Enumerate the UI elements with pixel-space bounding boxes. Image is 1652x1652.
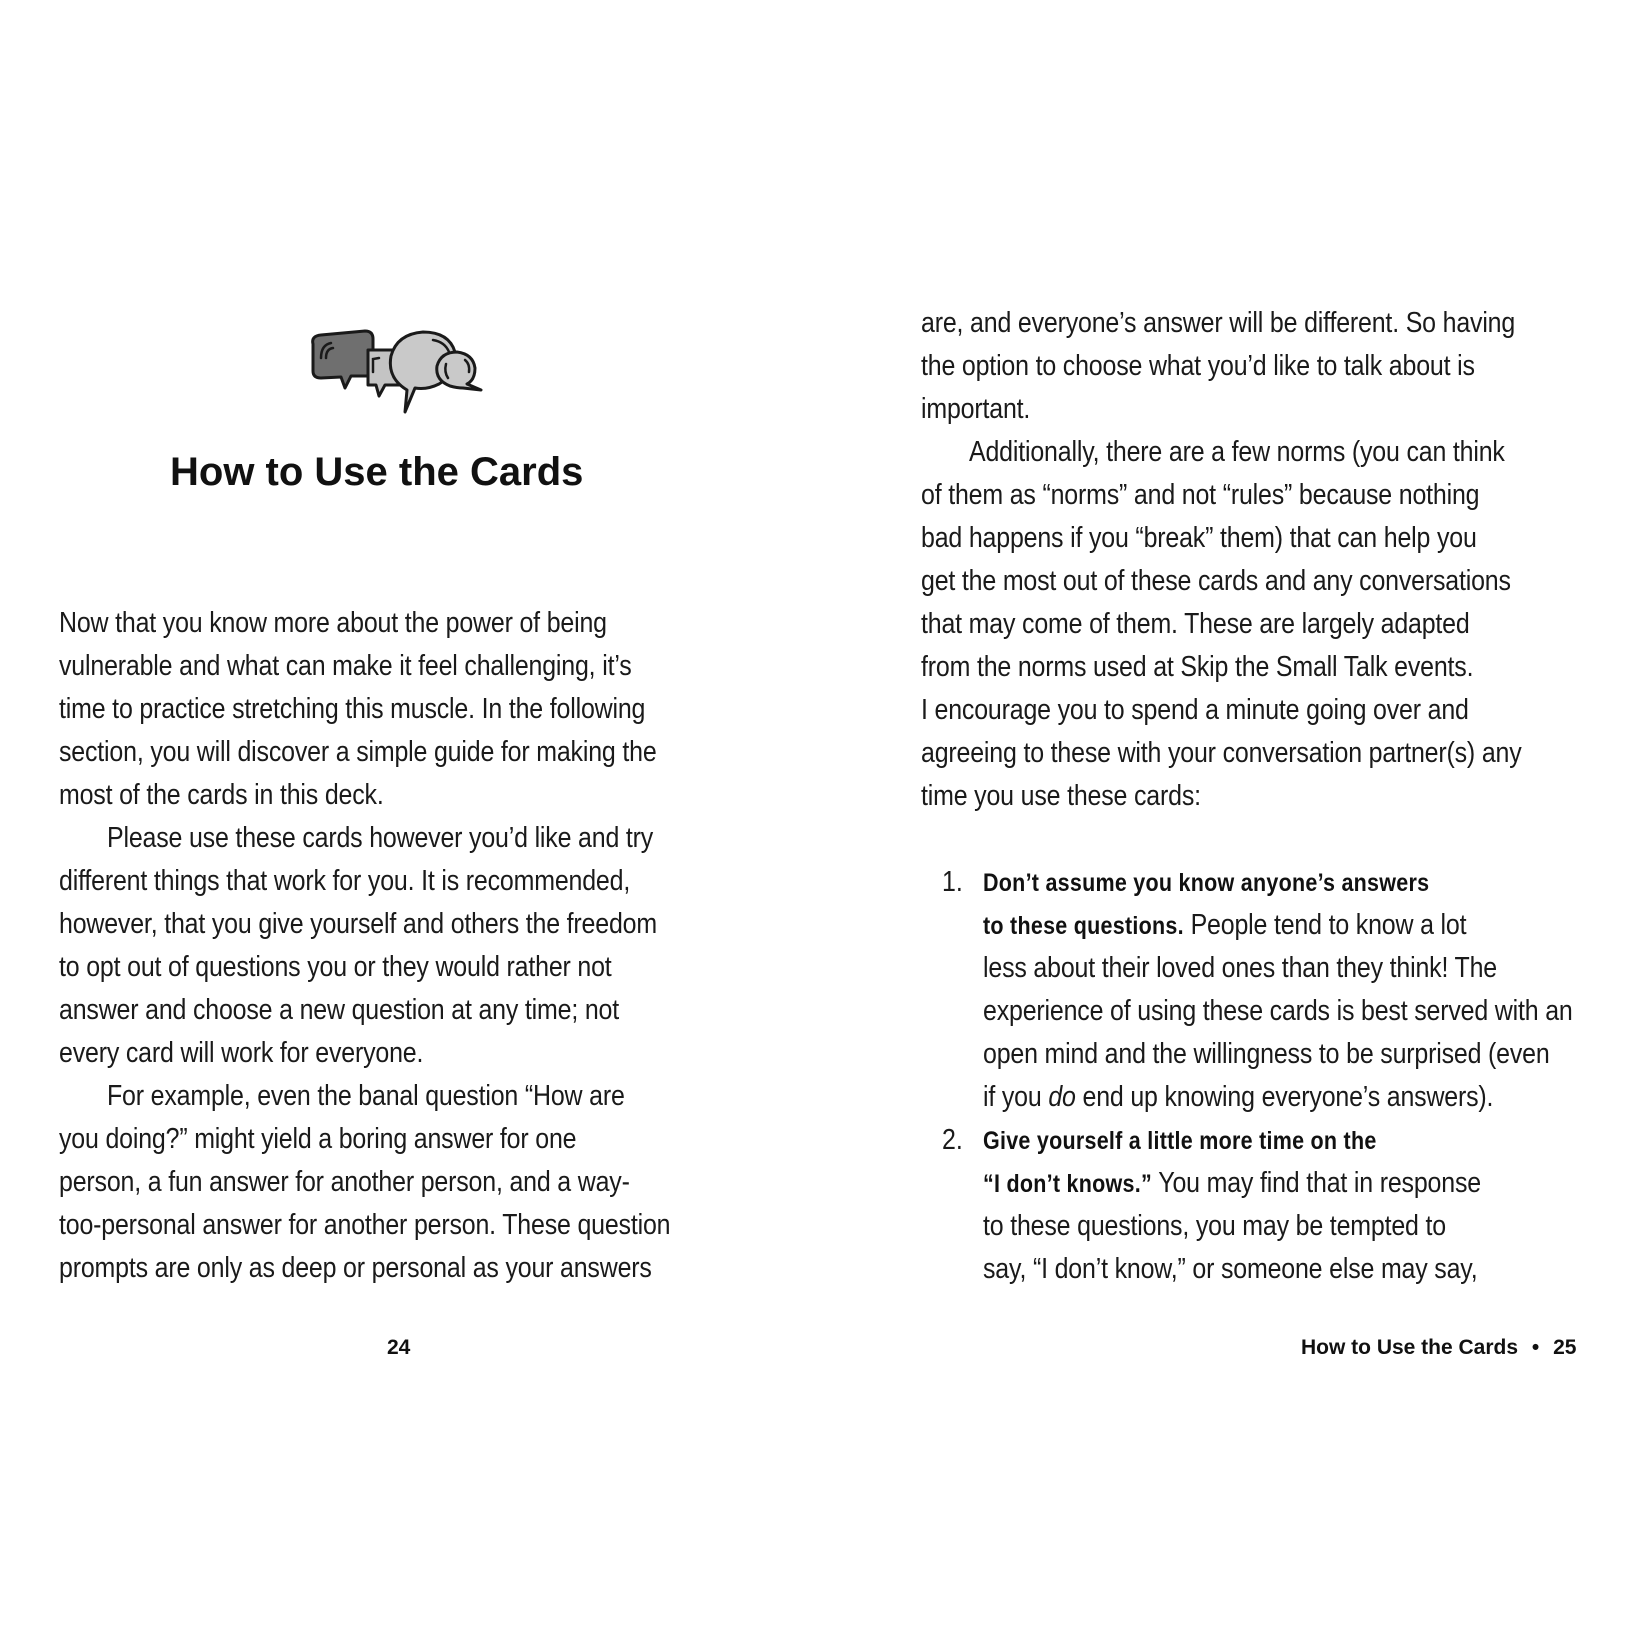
text-line: every card will work for everyone.: [59, 1037, 424, 1069]
text-line: too-personal answer for another person. These question: [59, 1209, 671, 1241]
list-item-heading: “I don’t knows.”: [983, 1170, 1152, 1198]
text-line: Now that you know more about the power of being: [59, 607, 607, 639]
text-line: Additionally, there are a few norms (you can think: [969, 436, 1505, 468]
list-number: 1.: [942, 866, 963, 898]
text-line: For example, even the banal question “How are: [107, 1080, 625, 1112]
list-item-heading: to these questions.: [983, 912, 1184, 940]
text-line: of them as “norms” and not “rules” because nothing: [921, 479, 1480, 511]
speech-bubbles-icon: [305, 328, 495, 418]
page-number: 25: [1553, 1336, 1577, 1359]
text-line: answer and choose a new question at any time; not: [59, 994, 620, 1026]
list-item-text: if you: [983, 1081, 1049, 1113]
text-line: to these questions, you may be tempted to: [983, 1210, 1446, 1242]
text-line: vulnerable and what can make it feel challenging, it’s: [59, 650, 632, 682]
text-line: [983, 911, 1466, 940]
text-line: most of the cards in this deck.: [59, 779, 384, 811]
list-item-text: You may find that in response: [1151, 1167, 1481, 1199]
text-line: are, and everyone’s answer will be different. So having: [921, 307, 1516, 339]
running-footer-title: How to Use the Cards: [1301, 1336, 1519, 1359]
text-line: you doing?” might yield a boring answer for one: [59, 1123, 577, 1155]
text-line: time you use these cards:: [921, 780, 1201, 812]
list-item-heading: Don’t assume you know anyone’s answers: [983, 869, 1430, 897]
list-number: 2.: [942, 1124, 963, 1156]
text-line: agreeing to these with your conversation partner(s) any: [921, 737, 1522, 769]
text-line: less about their loved ones than they think! The: [983, 952, 1497, 984]
text-line: the option to choose what you’d like to talk about is: [921, 350, 1475, 382]
text-line: to opt out of questions you or they would rather not: [59, 951, 612, 983]
text-line: however, that you give yourself and others the freedom: [59, 908, 657, 940]
text-line: experience of using these cards is best served with an: [983, 995, 1573, 1027]
list-item-text: end up knowing everyone’s answers).: [1075, 1081, 1494, 1113]
text-line: Please use these cards however you’d like and try: [107, 822, 654, 854]
text-line: [983, 1126, 1377, 1155]
footer-separator: •: [1531, 1336, 1540, 1359]
text-line: I encourage you to spend a minute going over and: [921, 694, 1469, 726]
text-line: that may come of them. These are largely adapted: [921, 608, 1470, 640]
running-footer: [1301, 1337, 1576, 1358]
page-number: 24: [387, 1336, 411, 1359]
text-line: open mind and the willingness to be surprised (even: [983, 1038, 1550, 1070]
text-line: say, “I don’t know,” or someone else may say,: [983, 1253, 1478, 1285]
text-line: different things that work for you. It is recommended,: [59, 865, 631, 897]
list-item-text: People tend to know a lot: [1183, 909, 1467, 941]
text-line: prompts are only as deep or personal as your answers: [59, 1252, 652, 1284]
text-line: important.: [921, 393, 1031, 425]
text-line: [983, 1083, 1493, 1112]
chapter-title: How to Use the Cards: [170, 450, 584, 494]
text-line: section, you will discover a simple guide for making the: [59, 736, 657, 768]
text-line: bad happens if you “break” them) that can help you: [921, 522, 1477, 554]
right-page: [826, 0, 1652, 1652]
emphasis: do: [1048, 1081, 1076, 1113]
text-line: get the most out of these cards and any conversations: [921, 565, 1511, 597]
text-line: [983, 1169, 1481, 1198]
text-line: [983, 868, 1429, 897]
text-line: from the norms used at Skip the Small Talk events.: [921, 651, 1474, 683]
text-line: time to practice stretching this muscle. In the following: [59, 693, 646, 725]
list-item-heading: Give yourself a little more time on the: [983, 1127, 1377, 1155]
text-line: person, a fun answer for another person, and a way-: [59, 1166, 630, 1198]
